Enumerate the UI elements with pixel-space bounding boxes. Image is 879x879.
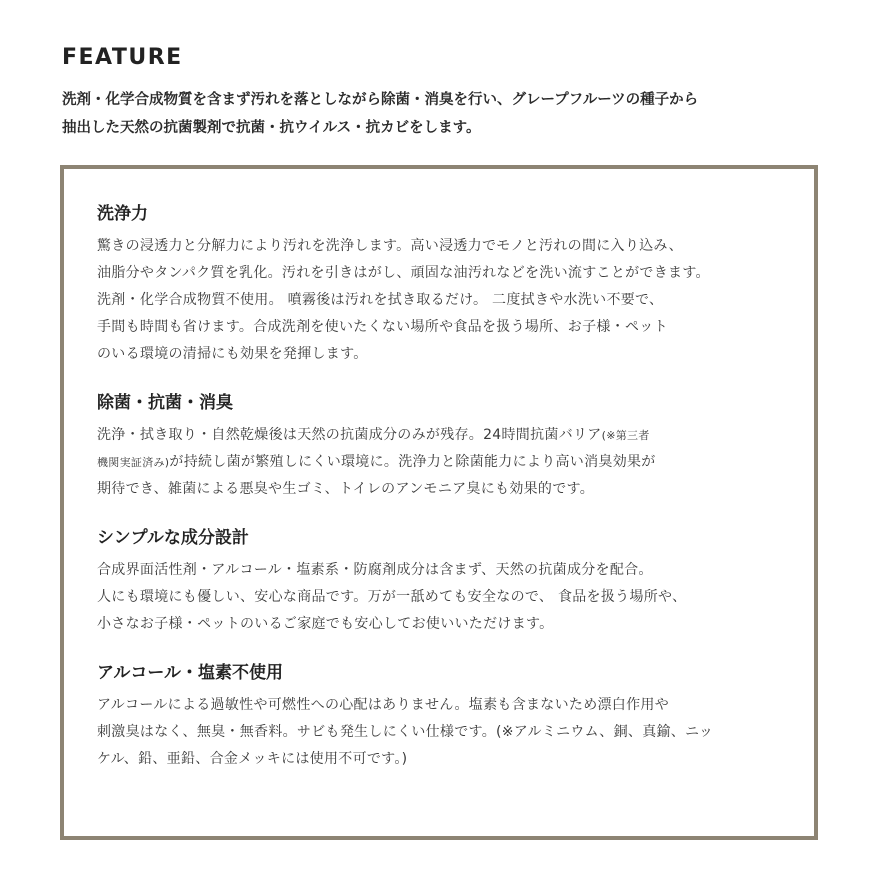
certification-note: (※第三者 <box>601 429 650 442</box>
section-body: アルコールによる過敏性や可燃性への心配はありません。塩素も含まないため漂白作用や 刺激臭はなく、無臭・無香料。サビも発生しにくい仕様です。(※アルミニウム、銅、真鍮、ニッ ケル、鉛、亜鉛、合金メッキには使用不可です。) <box>97 697 714 767</box>
certification-note-cont: 機関実証済み) <box>97 456 170 469</box>
section-body: 合成界面活性剤・アルコール・塩素系・防腐剤成分は含まず、天然の抗菌成分を配合。 人にも環境にも優しい、安心な商品です。万が一舐めても安全なので、 食品を扱う場所や、 小さなお子様・ペットのいるご家庭でも安心してお使いいただけます。 <box>97 562 687 632</box>
section-cleaning-power <box>97 201 782 368</box>
section-heading: アルコール・塩素不使用 <box>97 663 283 683</box>
section-no-alcohol-chlorine <box>97 660 782 773</box>
section-body <box>97 422 782 503</box>
section-simple-ingredients <box>97 525 782 638</box>
section-heading: 洗浄力 <box>97 204 148 224</box>
section-heading: シンプルな成分設計 <box>97 528 249 548</box>
feature-frame <box>60 165 818 840</box>
intro-text <box>62 86 842 142</box>
section-antibacterial <box>97 390 782 503</box>
section-body-part: 洗浄・拭き取り・自然乾燥後は天然の抗菌成分のみが残存。24時間抗菌バリア <box>97 427 602 443</box>
section-heading: 除菌・抗菌・消臭 <box>97 393 233 413</box>
page-title: FEATURE <box>62 45 183 70</box>
section-body: 驚きの浸透力と分解力により汚れを洗浄します。高い浸透力でモノと汚れの間に入り込み、 油脂分やタンパク質を乳化。汚れを引きはがし、頑固な油汚れなどを洗い流すことができます。 洗剤・化学合成物質不使用。 噴霧後は汚れを拭き取るだけ。 二度拭きや水洗い不要で、 手間も時間も省けます。合成洗剤を使いたくない場所や食品を扱う場所、お子様・ペット のいる環境の清掃にも効果を発揮します。 <box>97 238 710 362</box>
intro-line-2: 抽出した天然の抗菌製剤で抗菌・抗ウイルス・抗カビをします。 <box>62 120 481 136</box>
intro-line-1: 洗剤・化学合成物質を含まず汚れを落としながら除菌・消臭を行い、グレープフルーツの種子から <box>62 92 699 108</box>
section-body-part: が持続し菌が繁殖しにくい環境に。洗浄力と除菌能力により高い消臭効果が 期待でき、雑菌による悪臭や生ゴミ、トイレのアンモニア臭にも効果的です。 <box>97 454 656 497</box>
